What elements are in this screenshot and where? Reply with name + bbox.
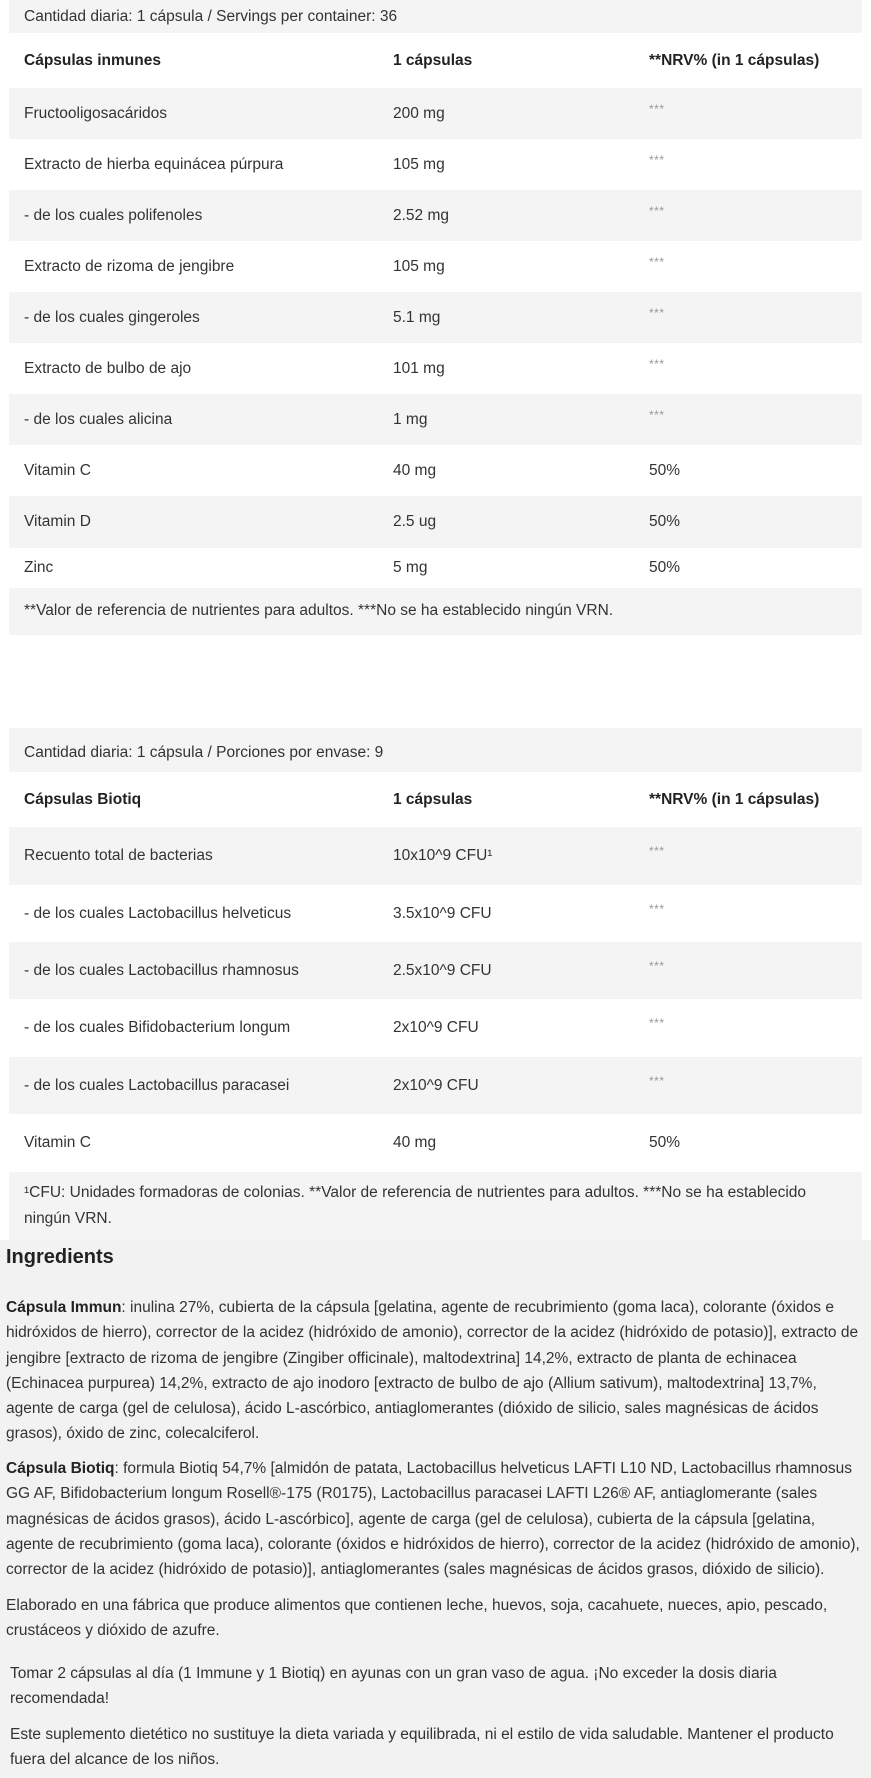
row-name: - de los cuales Lactobacillus rhamnosus	[24, 961, 299, 979]
row-nrv: 50%	[649, 559, 681, 576]
table-caption: Cantidad diaria: 1 cápsula / Porciones por envase: 9	[9, 728, 862, 772]
row-nrv: ***	[649, 1016, 665, 1030]
table-row	[9, 885, 862, 942]
table-row	[9, 394, 862, 445]
row-amount: 101 mg	[393, 359, 445, 377]
row-nrv: ***	[649, 254, 665, 269]
row-nrv: ***	[649, 203, 665, 218]
row-name: Extracto de hierba equinácea púrpura	[24, 155, 284, 173]
header-name: Cápsulas Biotiq	[24, 790, 142, 808]
table-row	[9, 999, 862, 1057]
table-row	[9, 343, 862, 394]
table-row	[9, 241, 862, 292]
table-row	[9, 292, 862, 343]
immun-text: : inulina 27%, cubierta de la cápsula [gelatina, agente de recubrimiento (goma laca), colorante (óxidos e hidróxidos de hierro), corrector de la acidez (hidróxido de amonio), corrector de la acidez (hidróxido de potasio)], extracto de jengibre [extracto de rizoma de jengibre (Zingiber officinale), maltodextrina] 14,2%, extracto de planta de echinacea (Echinacea purpurea) 14,2%, extracto de ajo inodoro [extracto de bulbo de ajo (Allium sativum), maltodextrina] 13,7%, agente de carga (gel de celulosa), ácido L-ascórbico, antiaglomerantes (dióxido de silicio, sales magnésicas de ácidos grasos), óxido de zinc, colecalciferol.	[6, 1299, 859, 1443]
table-row	[9, 1114, 862, 1172]
row-amount: 2x10^9 CFU	[393, 1076, 479, 1094]
row-nrv: ***	[649, 101, 665, 116]
row-nrv: 50%	[649, 461, 681, 479]
nutrition-table-immune	[9, 0, 862, 635]
row-nrv: ***	[649, 844, 665, 858]
table-footnote: **Valor de referencia de nutrientes para adultos. ***No se ha establecido ningún VRN.	[9, 588, 862, 635]
row-amount: 5 mg	[393, 559, 428, 576]
dosage-instructions: Tomar 2 cápsulas al día (1 Immune y 1 Biotiq) en ayunas con un gran vaso de agua. ¡No exceder la dosis diaria recomendada!	[10, 1665, 777, 1708]
table-footnote: ¹CFU: Unidades formadoras de colonias. **Valor de referencia de nutrientes para adultos. ***No se ha establecido ningún VRN.	[9, 1172, 862, 1242]
row-name: Vitamin D	[24, 513, 91, 530]
header-nrv: **NRV% (in 1 cápsulas)	[649, 790, 820, 808]
row-name: Vitamin C	[24, 461, 91, 479]
row-name: - de los cuales Lactobacillus helveticus	[24, 904, 292, 922]
ingredients-section	[0, 1240, 871, 1778]
table-header-row	[9, 772, 862, 827]
ingredients-title: Ingredients	[6, 1246, 114, 1268]
table-row	[9, 190, 862, 241]
row-name: Vitamin C	[24, 1134, 91, 1151]
row-nrv: ***	[649, 356, 665, 371]
table-row	[9, 942, 862, 999]
row-name: Zinc	[24, 559, 54, 576]
header-nrv: **NRV% (in 1 cápsulas)	[649, 51, 820, 69]
row-amount: 40 mg	[393, 1134, 437, 1151]
row-name: - de los cuales polifenoles	[24, 206, 203, 224]
row-nrv: 50%	[649, 513, 681, 530]
row-nrv: 50%	[649, 1134, 681, 1151]
nutrition-table-biotiq	[9, 728, 862, 1242]
row-amount: 200 mg	[393, 104, 445, 122]
table-caption: Cantidad diaria: 1 cápsula / Servings per container: 36	[9, 0, 862, 33]
biotiq-text: : formula Biotiq 54,7% [almidón de patata, Lactobacillus helveticus LAFTI L10 ND, Lactobacillus rhamnosus GG AF, Bifidobacterium longum Rosell®-175 (R0175), Lactobacillus paracasei LAFTI L26® AF, antiaglomerante (sales magnésicas de ácidos grasos), ácido L-ascórbico], agente de carga (gel de celulosa), cubierta de la cápsula [gelatina, agente de recubrimiento (goma laca), colorante (óxidos e hidróxidos de hierro), corrector de la acidez (hidróxido de amonio), corrector de la acidez (hidróxido de potasio)], antiaglomerantes (sales magnésicas de ácidos grasos, dióxido de silicio).	[6, 1460, 860, 1579]
row-amount: 2.52 mg	[393, 206, 450, 224]
row-nrv: ***	[649, 1073, 665, 1088]
supplement-warning: Este suplemento dietético no sustituye la dieta variada y equilibrada, ni el estilo de vida saludable. Mantener el producto fuera del alcance de los niños.	[10, 1726, 834, 1769]
row-amount: 10x10^9 CFU¹	[393, 847, 493, 864]
header-name: Cápsulas inmunes	[24, 51, 161, 69]
table-row	[9, 445, 862, 496]
immun-label: Cápsula Immun	[6, 1299, 122, 1316]
row-amount: 105 mg	[393, 155, 445, 173]
table-row	[9, 496, 862, 548]
table-row	[9, 827, 862, 885]
row-amount: 3.5x10^9 CFU	[393, 904, 492, 922]
row-name: - de los cuales gingeroles	[24, 308, 200, 326]
table-row	[9, 139, 862, 190]
row-name: - de los cuales Lactobacillus paracasei	[24, 1076, 290, 1094]
row-amount: 105 mg	[393, 257, 445, 275]
row-name: - de los cuales Bifidobacterium longum	[24, 1019, 291, 1036]
header-amount: 1 cápsulas	[393, 51, 473, 69]
row-amount: 5.1 mg	[393, 308, 441, 326]
row-name: Fructooligosacáridos	[24, 104, 168, 122]
table-header-row	[9, 33, 862, 88]
row-amount: 1 mg	[393, 410, 428, 428]
header-amount: 1 cápsulas	[393, 790, 473, 808]
biotiq-label: Cápsula Biotiq	[6, 1460, 115, 1477]
row-amount: 2.5x10^9 CFU	[393, 961, 492, 979]
row-amount: 40 mg	[393, 461, 437, 479]
row-amount: 2x10^9 CFU	[393, 1019, 479, 1036]
table-row	[9, 1057, 862, 1114]
table-row	[9, 88, 862, 139]
row-nrv: ***	[649, 901, 665, 916]
row-name: Extracto de bulbo de ajo	[24, 359, 192, 377]
row-amount: 2.5 ug	[393, 513, 437, 530]
row-nrv: ***	[649, 305, 665, 320]
row-nrv: ***	[649, 958, 665, 973]
table-row	[9, 548, 862, 588]
allergen-notice: Elaborado en una fábrica que produce alimentos que contienen leche, huevos, soja, cacahuete, nueces, apio, pescado, crustáceos y dióxido de azufre.	[6, 1597, 828, 1640]
row-nrv: ***	[649, 407, 665, 422]
row-nrv: ***	[649, 152, 665, 167]
immun-ingredients	[6, 1295, 863, 1447]
row-name: - de los cuales alicina	[24, 410, 173, 428]
row-name: Extracto de rizoma de jengibre	[24, 257, 235, 275]
row-name: Recuento total de bacterias	[24, 847, 213, 864]
biotiq-ingredients	[6, 1456, 863, 1582]
